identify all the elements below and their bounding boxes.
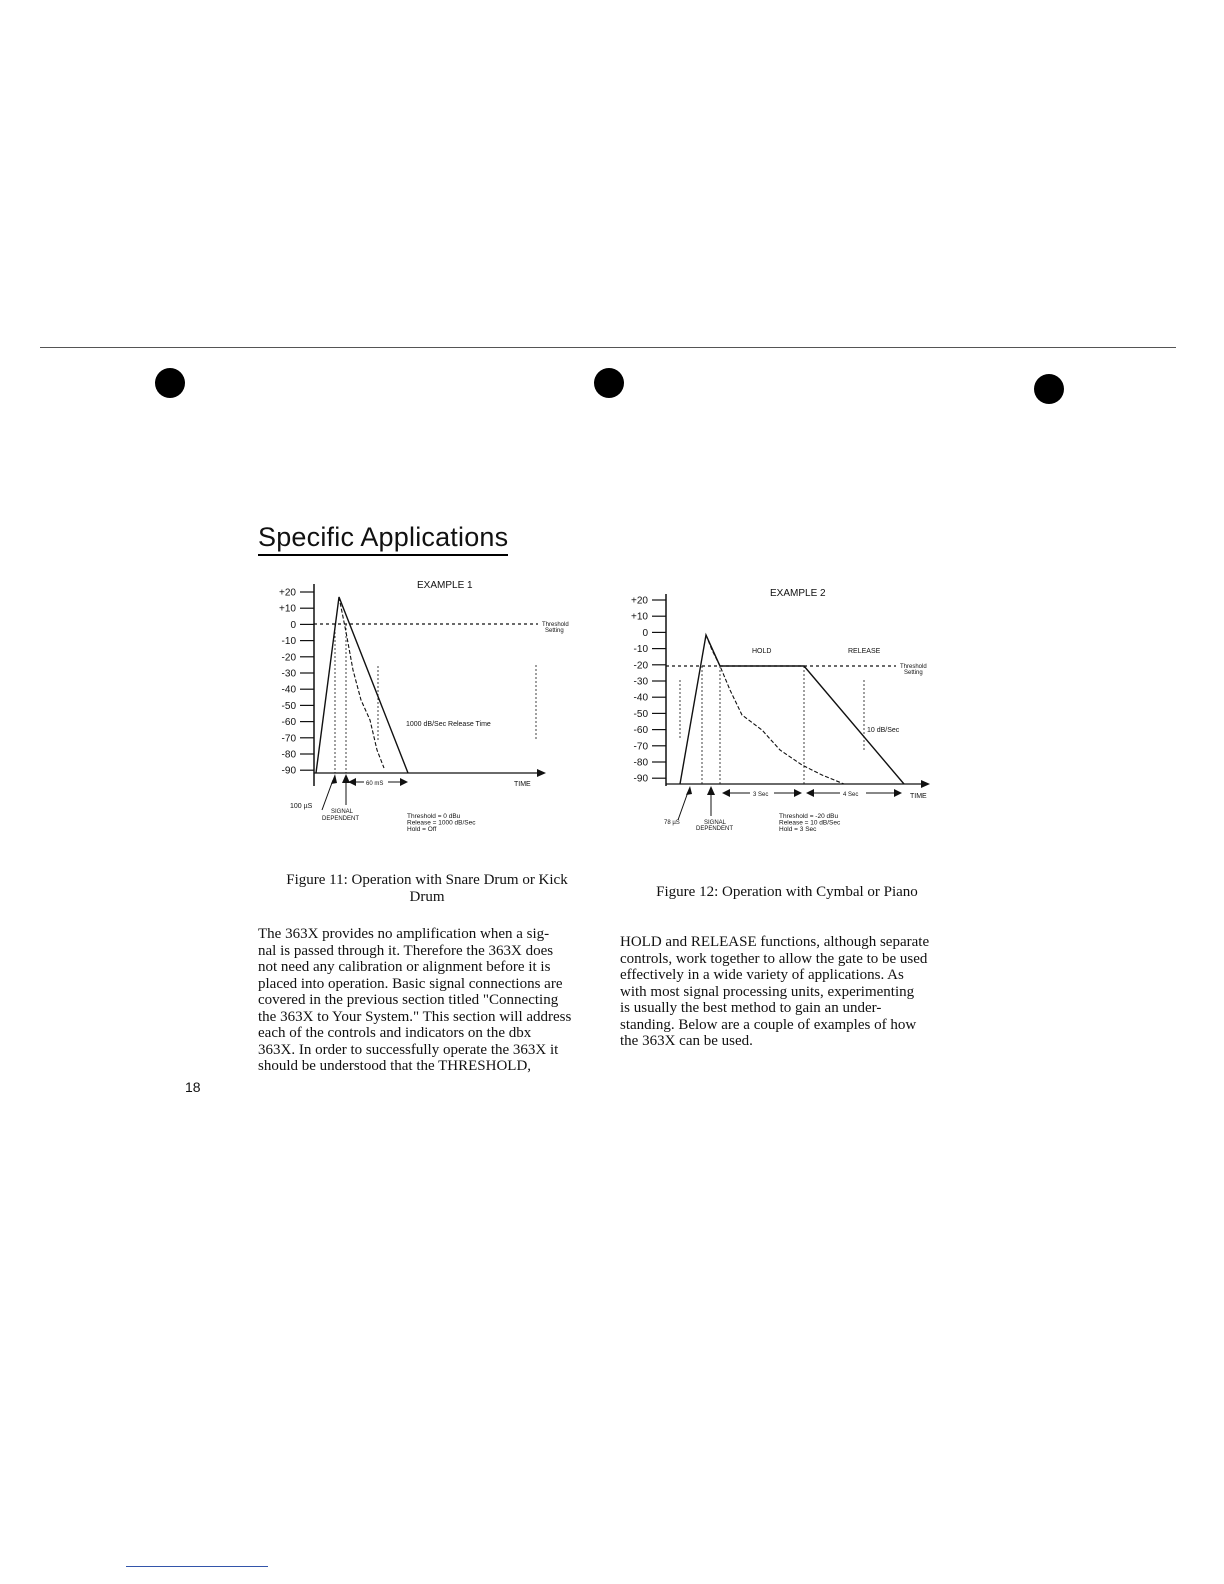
text-line: standing. Below are a couple of examples of how: [620, 1016, 917, 1033]
release-time-label: 1000 dB/Sec Release Time: [406, 721, 491, 728]
threshold-label-2: Setting: [545, 628, 564, 634]
y-tick-label: -30: [633, 676, 648, 688]
text-line: with most signal processing units, experimenting: [620, 983, 915, 1000]
arrowhead: [707, 786, 715, 795]
settings-text: [407, 813, 476, 833]
time-axis-arrowhead: [921, 780, 930, 788]
y-tick-label: -20: [281, 652, 296, 664]
y-tick-label: -90: [633, 773, 648, 785]
signal-dependent-label: SIGNAL: [331, 809, 354, 815]
example-label: EXAMPLE 1: [417, 580, 473, 591]
time-label: TIME: [910, 793, 927, 800]
figure-12-diagram: [612, 580, 952, 845]
span-arrowhead: [348, 778, 356, 786]
y-tick-label: -40: [281, 684, 296, 696]
text-line: not need any calibration or alignment before it is: [258, 959, 551, 975]
signal-decay-curve: [706, 635, 844, 784]
span-arrowhead: [400, 778, 408, 786]
attack-time-label: 78 µS: [664, 820, 680, 826]
settings-line: Threshold = 0 dBu: [407, 813, 461, 820]
text-line: the 363X can be used.: [620, 1033, 753, 1049]
signal-dependent-label-2: DEPENDENT: [322, 816, 360, 822]
threshold-label: Threshold: [900, 664, 927, 670]
arrow-line: [322, 780, 333, 810]
y-tick-label: -50: [281, 700, 296, 712]
y-tick-label: -10: [633, 644, 648, 656]
signal-dependent-label: SIGNAL: [704, 820, 727, 826]
y-tick-label: -80: [633, 757, 648, 769]
hold-span-label: 3 Sec: [753, 792, 769, 798]
y-tick-label: 0: [642, 627, 648, 639]
y-tick-label: -90: [281, 765, 296, 777]
top-rule: [40, 347, 1176, 348]
text-line: the 363X to Your System." This section will address: [258, 1008, 572, 1025]
body-text-right-column: [620, 934, 965, 1050]
text-line: placed into operation. Basic signal connections are: [258, 975, 563, 992]
binder-hole-right: [1034, 374, 1064, 404]
example-label: EXAMPLE 2: [770, 588, 826, 599]
y-tick-label: -70: [633, 741, 648, 753]
y-tick-label: -70: [281, 733, 296, 745]
text-line: 363X. In order to successfully operate the 363X it: [258, 1041, 559, 1058]
signal-dependent-label-2: DEPENDENT: [696, 826, 734, 832]
release-rate-label: 10 dB/Sec: [867, 727, 900, 734]
arrow-line: [678, 792, 688, 820]
y-tick-label: -40: [633, 692, 648, 704]
release-label: RELEASE: [848, 648, 881, 655]
caption-line: Figure 11: Operation with Snare Drum or Kick: [286, 872, 568, 888]
release-span-label: 4 Sec: [843, 792, 859, 798]
y-tick-label: +20: [279, 587, 296, 599]
settings-line: Threshold = -20 dBu: [779, 813, 839, 820]
span-arrowhead: [794, 789, 802, 797]
footer-rule: [126, 1566, 268, 1567]
y-tick-label: -60: [281, 717, 296, 729]
body-text-left-column: [258, 926, 603, 1075]
span-arrowhead: [806, 789, 814, 797]
text-line: The 363X provides no amplification when a sig-: [258, 926, 550, 942]
text-line: each of the controls and indicators on the dbx: [258, 1025, 532, 1041]
y-tick-label: -50: [633, 708, 648, 720]
figure-12-caption: Figure 12: Operation with Cymbal or Piano: [656, 884, 918, 900]
time-axis-arrowhead: [537, 769, 546, 777]
threshold-label: Threshold: [542, 622, 569, 628]
arrowhead: [686, 786, 692, 795]
y-tick-label: -30: [281, 668, 296, 680]
y-tick-label: -20: [633, 660, 648, 672]
threshold-label-2: Setting: [904, 670, 923, 676]
settings-line: Hold = 3 Sec: [779, 826, 817, 833]
signal-decay-curve: [339, 597, 384, 768]
y-axis-ticks: [631, 596, 666, 785]
text-line: controls, work together to allow the gate to be used: [620, 950, 928, 967]
y-tick-label: -60: [633, 725, 648, 737]
y-tick-label: +10: [631, 611, 648, 623]
text-line: HOLD and RELEASE functions, although separate: [620, 934, 930, 950]
arrowhead: [331, 774, 337, 784]
y-tick-label: +10: [279, 603, 296, 615]
settings-line: Release = 1000 dB/Sec: [407, 819, 476, 827]
time-label: TIME: [514, 781, 531, 788]
settings-line: Release = 10 dB/Sec: [779, 819, 841, 827]
text-line: should be understood that the THRESHOLD,: [258, 1058, 532, 1074]
span-label: 60 mS: [366, 781, 384, 787]
span-arrowhead: [722, 789, 730, 797]
span-arrowhead: [894, 789, 902, 797]
y-axis-ticks: [279, 588, 314, 777]
binder-hole-center: [594, 368, 624, 398]
y-tick-label: +20: [631, 595, 648, 607]
caption-line: Drum: [409, 889, 445, 905]
settings-line: Hold = Off: [407, 826, 437, 833]
figure-11-caption: [262, 872, 592, 906]
text-line: nal is passed through it. Therefore the 363X does: [258, 942, 554, 959]
figure-11-diagram: [260, 570, 600, 845]
hold-label: HOLD: [752, 648, 772, 655]
y-tick-label: 0: [290, 619, 296, 631]
page-title: Specific Applications: [258, 520, 508, 556]
page-number: 18: [185, 1079, 201, 1095]
attack-time-label: 100 µS: [290, 803, 313, 810]
y-tick-label: -80: [281, 749, 296, 761]
binder-hole-left: [155, 368, 185, 398]
text-line: covered in the previous section titled "Connecting: [258, 992, 559, 1008]
envelope-curve: [680, 635, 904, 784]
settings-text: [779, 813, 841, 833]
y-tick-label: -10: [281, 636, 296, 648]
text-line: effectively in a wide variety of applications. As: [620, 967, 904, 983]
text-line: is usually the best method to gain an under-: [620, 1000, 882, 1016]
